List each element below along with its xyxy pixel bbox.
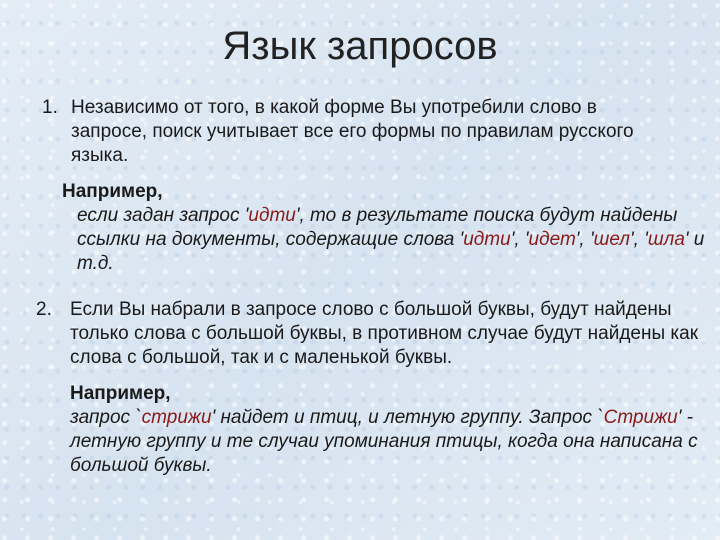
list-item-text: Независимо от того, в какой форме Вы употребили слово в запросе, поиск учитывает все его формы по правилам русского языка. [71,97,634,166]
list-item-text: Если Вы набрали в запросе слово с большой буквы, будут найдены только слова с большой буквы, в противном случае будут найдены как слова с большой, так и с маленькой буквы. [70,299,699,368]
example-text: запрос `стрижи' найдет и птиц, и летную группу. Запрос `Стрижи' - летную группу и те случаи упоминания птицы, когда она написана с большой буквы. [70,407,698,476]
list-number: 1. [42,97,58,118]
list-number: 2. [36,299,52,320]
query-word: идет [528,229,576,250]
query-word: шла [647,229,685,250]
query-word: Стрижи [603,407,678,428]
example-text: если задан запрос 'идти', то в результате поиска будут найдены ссылки на документы, содержащие слова 'идти', 'идет', 'шел', 'шла' и т.д. [77,205,705,274]
query-word: идти [463,229,511,250]
example-heading: Например, [70,383,171,404]
example-heading: Например, [62,181,163,202]
slide-title: Язык запросов [222,24,498,68]
list-item-1 [42,96,682,171]
query-word: стрижи [141,407,212,428]
list-item-2 [36,298,716,373]
query-word: шел [593,229,631,250]
query-word: идти [248,205,296,226]
